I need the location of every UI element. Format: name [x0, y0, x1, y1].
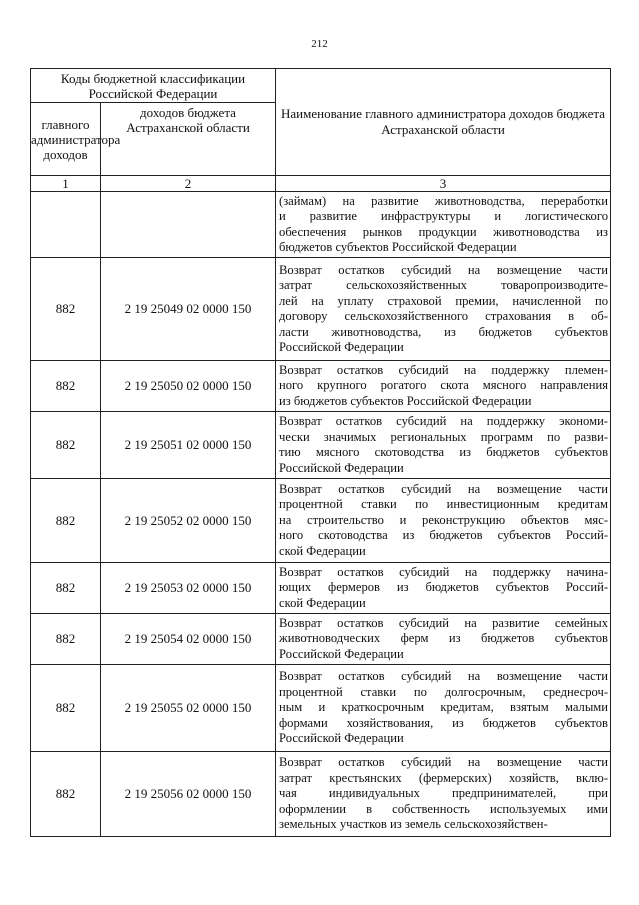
- description-line: Возврат остатков субсидий на возмещение части: [279, 481, 609, 496]
- description-line: затрат сельскохозяйственных товаропроизводите-: [279, 278, 609, 292]
- table-row: [31, 361, 611, 412]
- income-code-cell: [101, 192, 276, 258]
- description-line: ного крупного рогатого скота мясного направления: [279, 378, 609, 393]
- description-line: договору сельскохозяйственного страхования в об-: [279, 309, 609, 323]
- table-row: [31, 614, 611, 665]
- table-row: [31, 192, 611, 258]
- budget-classification-table: [30, 68, 611, 837]
- description-line: ской Федерации: [279, 543, 366, 558]
- description-line: бюджетов субъектов Российской Федерации: [279, 240, 517, 254]
- page-number: 212: [311, 38, 328, 50]
- admin-code-cell: 882: [31, 361, 101, 412]
- income-code-cell: 2 19 25049 02 0000 150: [101, 258, 276, 361]
- description-line: Возврат остатков субсидий на поддержку племен-: [279, 362, 609, 377]
- description-line: Возврат остатков субсидий на возмещение части: [279, 669, 609, 684]
- description-line: Возврат остатков субсидий на поддержку экономи-: [279, 414, 609, 428]
- description-line: формами хозяйствования, из бюджетов субъектов: [279, 715, 609, 730]
- description-line: затрат крестьянских (фермерских) хозяйств, вклю-: [279, 770, 609, 785]
- income-code-cell: 2 19 25051 02 0000 150: [101, 412, 276, 479]
- description-line: Российской Федерации: [279, 731, 404, 746]
- description-line: (займам) на развитие животноводства, переработки: [279, 193, 609, 208]
- table-row: [31, 258, 611, 361]
- description-line: чески значимых региональных программ по разви-: [279, 429, 609, 444]
- table-row: [31, 665, 611, 752]
- header-name-column: Наименование главного администратора доходов бюджета Астраханской области: [276, 69, 611, 176]
- income-code-cell: 2 19 25054 02 0000 150: [101, 614, 276, 665]
- column-number-2: 2: [101, 176, 276, 192]
- table-row: [31, 563, 611, 614]
- description-line: обеспечения рынков продукции животноводства из: [279, 224, 609, 239]
- admin-code-cell: 882: [31, 479, 101, 563]
- description-cell: [276, 258, 611, 361]
- description-cell: [276, 361, 611, 412]
- description-line: тию мясного скотоводства из бюджетов субъектов: [279, 445, 609, 459]
- description-line: Российской Федерации: [279, 460, 404, 475]
- description-line: ного скотоводства из бюджетов субъектов Россий-: [279, 528, 609, 543]
- column-number-1: 1: [31, 176, 101, 192]
- description-line: Возврат остатков субсидий на возмещение части: [279, 755, 609, 770]
- table-row: [31, 479, 611, 563]
- admin-code-cell: 882: [31, 258, 101, 361]
- description-cell: [276, 614, 611, 665]
- description-cell: [276, 412, 611, 479]
- description-line: на строительство и реконструкцию объектов мяс-: [279, 512, 609, 527]
- income-code-cell: 2 19 25053 02 0000 150: [101, 563, 276, 614]
- table-row: [31, 412, 611, 479]
- admin-code-cell: 882: [31, 752, 101, 837]
- header-income-column: доходов бюджета Астраханской области: [101, 103, 276, 176]
- column-number-3: 3: [276, 176, 611, 192]
- description-line: ласти животноводства, из бюджетов субъектов: [279, 324, 609, 339]
- income-code-cell: 2 19 25056 02 0000 150: [101, 752, 276, 837]
- description-cell: [276, 752, 611, 837]
- admin-code-cell: 882: [31, 412, 101, 479]
- description-line: ным и краткосрочным кредитам, взятым малыми: [279, 700, 609, 715]
- description-line: Российской Федерации: [279, 646, 404, 661]
- description-cell: [276, 563, 611, 614]
- admin-code-cell: 882: [31, 614, 101, 665]
- description-line: земельных участков из земель сельскохозяйствен-: [279, 817, 548, 832]
- description-line: Возврат остатков субсидий на развитие семейных: [279, 615, 609, 630]
- description-line: лей на уплату страховой премии, начисленной по: [279, 293, 609, 308]
- description-line: оформлении в собственность используемых ими: [279, 801, 609, 816]
- description-line: ющих фермеров из бюджетов субъектов Россий-: [279, 580, 609, 595]
- description-line: и развитие инфраструктуры и логистического: [279, 209, 609, 223]
- description-line: из бюджетов субъектов Российской Федерации: [279, 393, 532, 408]
- description-line: Российской Федерации: [279, 340, 404, 354]
- description-cell: [276, 192, 611, 258]
- description-cell: [276, 665, 611, 752]
- income-code-cell: 2 19 25055 02 0000 150: [101, 665, 276, 752]
- description-line: процентной ставки по инвестиционным кредитам: [279, 497, 609, 512]
- header-admin-column: главного администратора доходов: [31, 103, 101, 176]
- admin-code-cell: 882: [31, 665, 101, 752]
- table-row: [31, 752, 611, 837]
- description-line: чая индивидуальных предпринимателей, при: [279, 786, 609, 801]
- admin-code-cell: 882: [31, 563, 101, 614]
- description-line: процентной ставки по долгосрочным, среднесроч-: [279, 684, 609, 699]
- description-line: животноводческих ферм из бюджетов субъектов: [279, 631, 609, 646]
- income-code-cell: 2 19 25050 02 0000 150: [101, 361, 276, 412]
- income-code-cell: 2 19 25052 02 0000 150: [101, 479, 276, 563]
- description-line: ской Федерации: [279, 595, 366, 610]
- header-group-title: Коды бюджетной классификации Российской Федерации: [31, 69, 276, 103]
- description-cell: [276, 479, 611, 563]
- description-line: Возврат остатков субсидий на поддержку начина-: [279, 564, 609, 579]
- admin-code-cell: [31, 192, 101, 258]
- description-line: Возврат остатков субсидий на возмещение части: [279, 262, 609, 277]
